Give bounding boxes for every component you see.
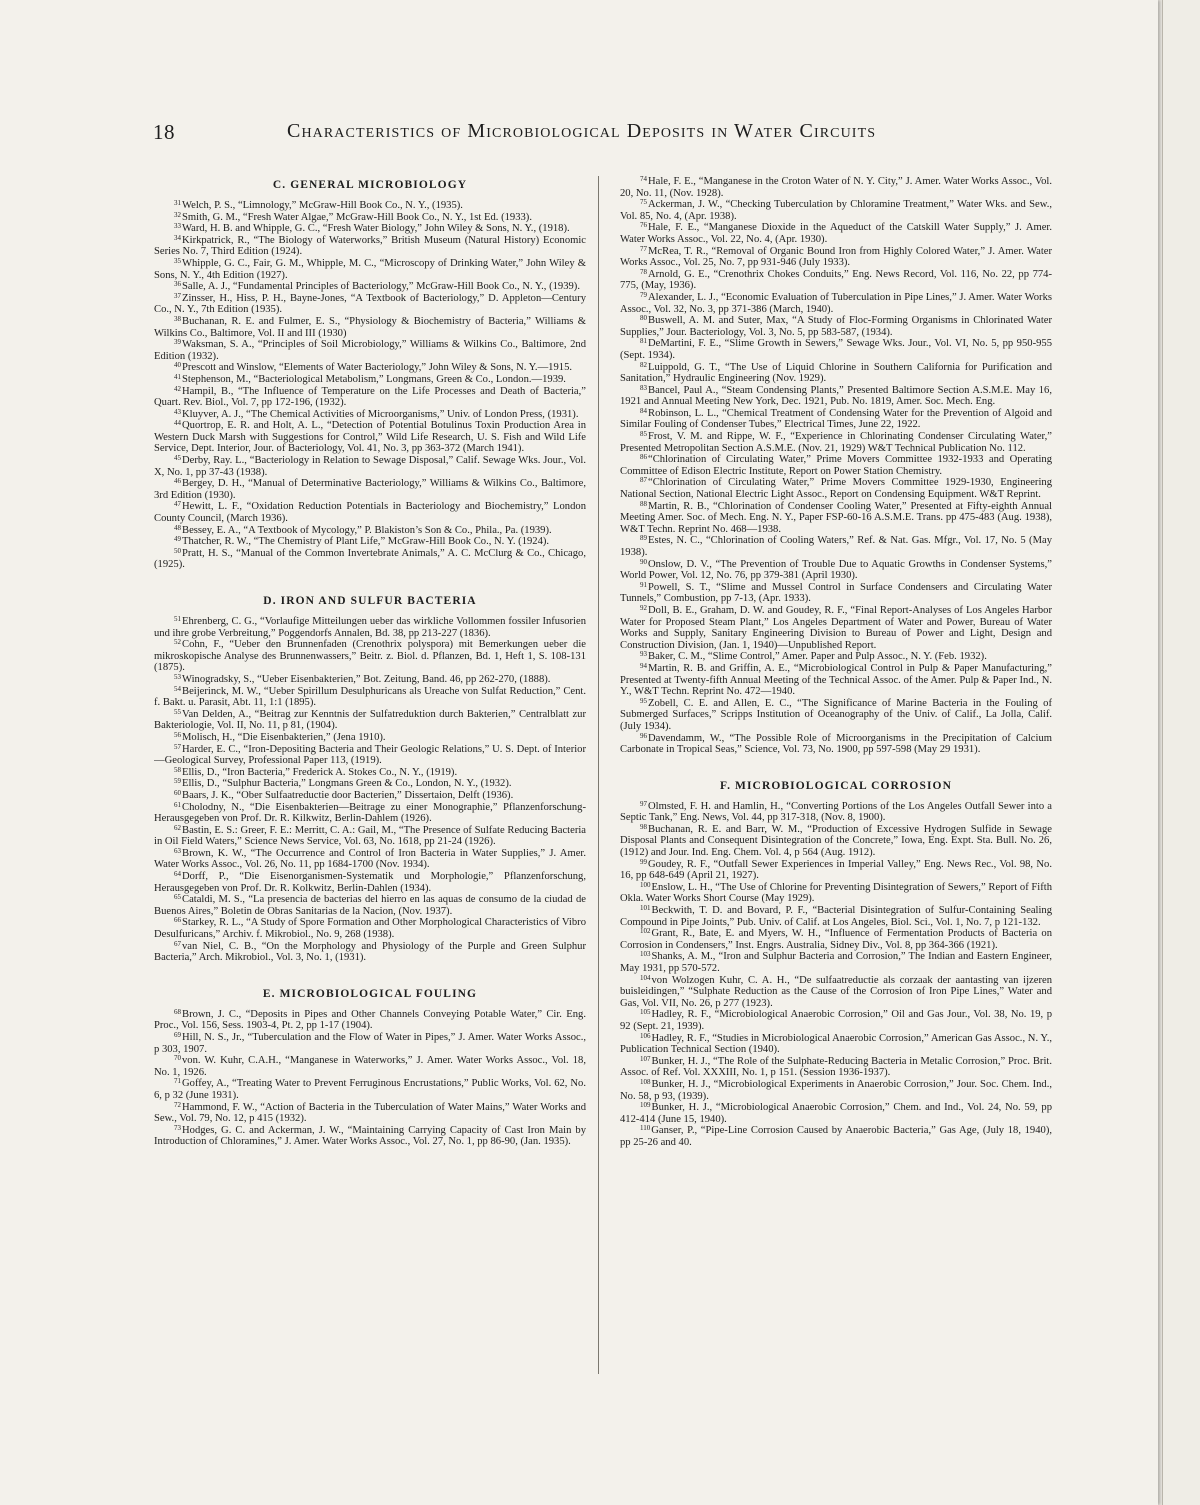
reference-number: 63 (174, 846, 181, 855)
reference-number: 94 (640, 661, 647, 670)
reference-text: Hadley, R. F., “Microbiological Anaerobic Corrosion,” Oil and Gas Jour., Vol. 38, No. 19, p 92 (Sept. 21, 1939). (620, 1009, 1052, 1032)
reference-number: 107 (640, 1054, 651, 1063)
reference-number: 91 (640, 580, 647, 589)
reference-text: Shanks, A. M., “Iron and Sulphur Bacteria and Corrosion,” The Indian and Eastern Engineer, May 1931, pp 570-572. (620, 951, 1052, 974)
reference-entry (154, 802, 586, 825)
reference-entry (620, 385, 1052, 408)
reference-entry (154, 212, 586, 224)
reference-text: Beckwith, T. D. and Bovard, P. F., “Bacterial Disintegration of Sulfur-Containing Sealing Compound in Pipe Joints,” Pub. Univ. of Calif. at Los Angeles, Biol. Sci., Vol. 1, No. 7, p 121-132. (620, 905, 1052, 928)
reference-text: Starkey, R. L., “A Study of Spore Formation and Other Morphological Characteristics of Vibro Desulfuricans,” Archiv. f. Mikrobiol., No. 9, 268 (1938). (154, 917, 586, 941)
reference-entry (620, 246, 1052, 269)
reference-number: 56 (174, 730, 181, 739)
reference-number: 81 (640, 337, 647, 346)
reference-text: Prescott and Winslow, “Elements of Water Bacteriology,” John Wiley & Sons, N. Y.—1915. (182, 362, 573, 374)
reference-text: Hodges, G. C. and Ackerman, J. W., “Maintaining Carrying Capacity of Cast Iron Main by Introduction of Chloramines,” J. Amer. Water Works Assoc., Vol. 27, No. 1, pp 86-90, (Jan. 1935). (154, 1124, 586, 1148)
reference-entry (154, 548, 586, 571)
reference-text: Ellis, D., “Sulphur Bacteria,” Longmans Green & Co., London, N. Y., (1932). (182, 778, 512, 790)
reference-entry (620, 975, 1052, 1010)
reference-text: Baker, C. M., “Slime Control,” Amer. Paper and Pulp Assoc., N. Y. (Feb. 1932). (648, 651, 987, 663)
reference-text: Hadley, R. F., “Studies in Microbiological Anaerobic Corrosion,” American Gas Assoc., N. Y., Publication Technical Section (1940). (620, 1032, 1052, 1056)
reference-text: Hampil, B., “The Influence of Temperature on the Life Processes and Death of Bacteria,” Quart. Rev. Biol., Vol. 7, pp 172-196, (1932). (154, 385, 586, 409)
reference-number: 31 (174, 199, 181, 207)
reference-number: 105 (640, 1008, 651, 1017)
reference-number: 69 (174, 1031, 181, 1039)
reference-number: 76 (640, 221, 647, 230)
reference-text: Quortrop, E. R. and Holt, A. L., “Detection of Potential Botulinus Toxin Production Area in Western Duck Marsh with Suggestions for Control,” Wild Life Research, U. S. Fish and Wild Life Service, Dept. Interior, Jour. of Bacteriology, Vol. 41, No. 3, pp 363-372 (March 1941). (154, 420, 586, 455)
reference-entry (154, 200, 586, 212)
reference-number: 46 (174, 477, 181, 486)
section-heading: D. IRON AND SULFUR BACTERIA (263, 595, 477, 607)
reference-entry (154, 825, 586, 848)
reference-text: “Chlorination of Circulating Water,” Prime Movers Committee 1932-1933 and Operating Committee of Edison Electric Institute, Report on Power Station Chemistry. (620, 454, 1052, 477)
reference-entry (154, 374, 586, 386)
reference-number: 98 (640, 822, 647, 831)
reference-number: 71 (174, 1077, 181, 1086)
reference-text: Bunker, H. J., “Microbiological Experiments in Anaerobic Corrosion,” Jour. Soc. Chem. Ind., No. 58, p 93, (1939). (620, 1078, 1052, 1102)
reference-entry (620, 1056, 1052, 1079)
reference-text: Ehrenberg, C. G., “Vorlaufige Mitteilungen ueber das wirkliche Vollommen fossiler Infusorien und ihre grobe Verbreitung,” Poggendorfs Annalen, Bd. 38, pp 213-227 (1836). (154, 616, 586, 639)
reference-number: 104 (640, 973, 651, 982)
reference-text: Hale, F. E., “Manganese Dioxide in the Aqueduct of the Catskill Water Supply,” J. Amer. Water Works Assoc., Vol. 22, No. 4, (Apr. 1930). (620, 222, 1052, 245)
reference-entry (154, 917, 586, 940)
reference-text: Waksman, S. A., “Principles of Soil Microbiology,” Williams & Wilkins Co., Baltimore, 2nd Edition (1932). (154, 339, 586, 362)
reference-number: 99 (640, 857, 647, 866)
reference-number: 90 (640, 557, 647, 566)
reference-number: 72 (174, 1100, 181, 1109)
reference-entry (154, 732, 586, 744)
reference-entry (620, 269, 1052, 292)
reference-number: 52 (174, 638, 181, 647)
reference-text: Stephenson, M., “Bacteriological Metabolism,” Longmans, Green & Co., London.—1939. (182, 373, 566, 385)
reference-text: Bessey, E. A., “A Textbook of Mycology,” P. Blakiston’s Son & Co., Phila., Pa. (1939). (182, 524, 552, 536)
reference-entry (620, 535, 1052, 558)
reference-entry (154, 339, 586, 362)
reference-text: van Niel, C. B., “On the Morphology and Physiology of the Purple and Green Sulphur Bacteria,” Arch. Mikrobiol., Vol. 3, No. 1, (1931). (154, 940, 586, 964)
reference-entry (154, 258, 586, 281)
reference-number: 44 (174, 419, 181, 428)
reference-number: 54 (174, 684, 181, 693)
reference-number: 65 (174, 893, 181, 902)
reference-number: 55 (174, 707, 181, 716)
reference-entry (620, 582, 1052, 605)
reference-number: 73 (174, 1123, 181, 1132)
reference-entry (154, 686, 586, 709)
reference-entry (154, 709, 586, 732)
reference-entry (154, 871, 586, 894)
reference-entry (154, 281, 586, 293)
reference-text: Davendamm, W., “The Possible Role of Microorganisms in the Precipitation of Calcium Carbonate in Tropical Seas,” Science, Vol. 73, No. 1900, pp 597-598 (May 29 1931). (620, 732, 1052, 756)
reference-number: 33 (174, 222, 181, 231)
reference-text: von Wolzogen Kuhr, C. A. H., “De sulfaatreductie als corzaak der aantasting van ijzeren buisleidingen,” “Sulphate Reduction as the Cause of the Corrosion of Iron Pipe Lines,” Water and Gas, Vol. VII, No. 26, p 277 (1923). (620, 974, 1052, 1009)
reference-text: Enslow, L. H., “The Use of Chlorine for Preventing Disintegration of Sewers,” Report of Fifth Okla. Water Works Short Course (May 1929). (620, 881, 1052, 905)
reference-number: 36 (174, 280, 181, 289)
reference-text: Harder, E. C., “Iron-Depositing Bacteria and Their Geologic Relations,” U. S. Dept. of Interior—Geological Survey, Professional Paper 113, (1919). (154, 743, 586, 767)
reference-entry (620, 362, 1052, 385)
reference-text: Molisch, H., “Die Eisenbakterien,” (Jena 1910). (182, 731, 386, 743)
reference-entry (154, 744, 586, 767)
reference-list (154, 1009, 586, 1148)
reference-number: 89 (640, 534, 647, 543)
section-heading: F. MICROBIOLOGICAL CORROSION (720, 779, 952, 792)
reference-entry (154, 894, 586, 917)
reference-text: McRea, T. R., “Removal of Organic Bound Iron from Highly Colored Water,” J. Amer. Water Works Assoc., Vol. 25, No. 7, pp 931-946 (July 1933). (620, 245, 1052, 269)
reference-number: 59 (174, 777, 181, 786)
reference-entry (620, 1125, 1052, 1148)
section-heading: E. MICROBIOLOGICAL FOULING (262, 987, 478, 1000)
reference-entry (154, 501, 586, 524)
reference-text: Luippold, G. T., “The Use of Liquid Chlorine in Southern California for Purification and Sanitation,” Hydraulic Engineering (Nov. 1929). (620, 361, 1052, 385)
reference-text: Bunker, H. J., “The Role of the Sulphate-Reducing Bacteria in Metalic Corrosion,” Proc. Brit. Assoc. of Ref. Vol. XXXIII, No. 1, p 151. (Session 1936-1937). (620, 1055, 1052, 1079)
reference-entry (154, 639, 586, 674)
reference-text: Olmsted, F. H. and Hamlin, H., “Converting Portions of the Los Angeles Outfall Sewer into a Septic Tank,” Eng. News, Vol. 44, pp 317-318, (Nov. 8, 1900). (620, 800, 1052, 824)
reference-entry (620, 1009, 1052, 1032)
reference-list (154, 616, 586, 964)
reference-entry (154, 536, 586, 548)
reference-entry (154, 1009, 586, 1032)
reference-number: 86 (640, 453, 647, 462)
reference-text: Pratt, H. S., “Manual of the Common Invertebrate Animals,” A. C. McClurg & Co., Chicago, (1925). (154, 547, 586, 571)
reference-text: Ward, H. B. and Whipple, G. C., “Fresh Water Biology,” John Wiley & Sons, N. Y., (1918). (182, 223, 570, 235)
reference-entry (620, 222, 1052, 245)
reference-text: Bancel, Paul A., “Steam Condensing Plants,” Presented Baltimore Section A.S.M.E. May 16, 1921 and Annual Meeting New York, Dec. 1921, Pub. No. 1819, Amer. Soc. Mech. Eng. (620, 384, 1052, 408)
reference-number: 84 (640, 406, 647, 415)
reference-number: 80 (640, 314, 647, 323)
reference-number: 109 (640, 1101, 651, 1110)
reference-entry (620, 1079, 1052, 1102)
reference-text: Zinsser, H., Hiss, P. H., Bayne-Jones, “A Textbook of Bacteriology,” D. Appleton—Century Co., N. Y., 7th Edition (1935). (154, 292, 586, 316)
reference-text: Van Delden, A., “Beitrag zur Kenntnis der Sulfatreduktion durch Bakterien,” Centralblatt zur Bakteriologie, Vol. II, No. 11, p 81, (1904). (154, 708, 586, 732)
reference-text: Ganser, P., “Pipe-Line Corrosion Caused by Anaerobic Bacteria,” Gas Age, (July 18, 1940), pp 25-26 and 40. (620, 1125, 1052, 1148)
reference-text: Winogradsky, S., “Ueber Eisenbakterien,” Bot. Zeitung, Band. 46, pp 262-270, (1888). (182, 673, 551, 685)
reference-entry (154, 790, 586, 802)
reference-entry (620, 431, 1052, 454)
reference-text: Powell, S. T., “Slime and Mussel Control in Surface Condensers and Circulating Water Tunnels,” Combustion, pp 7-13, (Apr. 1933). (620, 581, 1052, 605)
reference-text: Alexander, L. J., “Economic Evaluation of Tuberculation in Pipe Lines,” J. Amer. Water Works Assoc., Vol. 32, No. 3, pp 371-386 (March, 1940). (620, 291, 1052, 315)
reference-entry (620, 882, 1052, 905)
reference-text: Brown, K. W., “The Occurrence and Control of Iron Bacteria in Water Supplies,” J. Amer. Water Works Assoc., Vol. 26, No. 11, pp 1684-1700 (Nov. 1934). (154, 847, 586, 871)
reference-entry (154, 1125, 586, 1148)
reference-number: 110 (640, 1124, 651, 1133)
reference-text: Bastin, E. S.: Greer, F. E.: Merritt, C. A.: Gail, M., “The Presence of Sulfate Reducing Bacteria in Oil Field Waters,” Science News Service, Vol. 63, No. 1618, pp 21-24 (1926). (154, 824, 586, 848)
reference-entry (620, 928, 1052, 951)
reference-entry (620, 408, 1052, 431)
reference-entry (620, 905, 1052, 928)
reference-entry (620, 733, 1052, 756)
reference-number: 102 (640, 927, 651, 936)
reference-text: Cohn, F., “Ueber den Brunnenfaden (Crenothrix polyspora) mit Bemerkungen ueber die mikroskopische Analyse des Brunnenwassers,” Beitr. z. Biol. d. Pflanzen, Bd. 1, Heft 1, S. 108-131 (1875). (154, 639, 586, 674)
reference-entry (620, 605, 1052, 651)
reference-number: 88 (640, 499, 647, 508)
reference-text: Hewitt, L. F., “Oxidation Reduction Potentials in Bacteriology and Biochemistry,” London County Council, (March 1936). (154, 501, 586, 525)
reference-list (154, 200, 586, 571)
reference-entry (154, 478, 586, 501)
reference-number: 79 (640, 290, 647, 299)
left-column (154, 176, 586, 1376)
reference-text: Grant, R., Bate, E. and Myers, W. H., “Influence of Fermentation Products of Bacteria on Corrosion in Condensers,” Inst. Engrs. Australia, Sidney Div., Vol. 8, pp 364-366 (1921). (620, 928, 1052, 951)
reference-text: “Chlorination of Circulating Water,” Prime Movers Committee 1929-1930, Engineering National Section, National Electric Light Assoc., Report on Condensing Equipment. W&T Reprint. (620, 477, 1052, 501)
reference-entry (154, 616, 586, 639)
reference-text: Cholodny, N., “Die Eisenbakterien—Beitrage zu einer Monographie,” Pflanzenforschung-Herausgegeben von Prof. Dr. R. Kilkwitz, Berlin-Dahlem (1926). (154, 801, 586, 825)
reference-entry (154, 674, 586, 686)
reference-entry (154, 941, 586, 964)
reference-number: 48 (174, 523, 181, 532)
reference-number: 37 (174, 291, 181, 300)
reference-text: Doll, B. E., Graham, D. W. and Goudey, R. F., “Final Report-Analyses of Los Angeles Harbor Water for Proposed Steam Plant,” Los Angeles Department of Water and Power, Bureau of Water Works and Supply, Sanitary Engineering Division to Bureau of Power and Light, Design and Construction Division, (Jan. 1, 1940)—Unpublished Report. (620, 604, 1052, 651)
reference-entry (154, 420, 586, 455)
reference-entry (154, 1102, 586, 1125)
reference-number: 96 (640, 731, 647, 740)
reference-text: Ellis, D., “Iron Bacteria,” Frederick A. Stokes Co., N. Y., (1919). (182, 766, 458, 778)
reference-entry (154, 235, 586, 258)
reference-list (620, 176, 1052, 756)
reference-text: Hale, F. E., “Manganese in the Croton Water of N. Y. City,” J. Amer. Water Works Assoc., Vol. 20, No. 11, (Nov. 1928). (620, 176, 1052, 199)
reference-text: Estes, N. C., “Chlorination of Cooling Waters,” Ref. & Nat. Gas. Mfgr., Vol. 17, No. 5 (May 1938). (620, 535, 1052, 558)
reference-text: Frost, V. M. and Rippe, W. F., “Experience in Chlorinating Condenser Circulating Water,” Presented Metropolitan Section A.S.M.E. (Nov. 21, 1929) W&T Technical Publication No. 112. (620, 431, 1052, 454)
reference-entry (154, 1078, 586, 1101)
reference-text: Martin, R. B. and Griffin, A. E., “Microbiological Control in Pulp & Paper Manufacturing,” Presented at Twenty-fifth Annual Meeting of the Technical Assoc. of the Amer. Pulp & Paper Ind., N. Y., W&T Techn. Reprint No. 472—1940. (620, 662, 1052, 698)
reference-entry (620, 951, 1052, 974)
reference-number: 57 (174, 742, 181, 751)
reference-text: Arnold, G. E., “Crenothrix Chokes Conduits,” Eng. News Record, Vol. 116, No. 22, pp 774-775, (May, 1936). (620, 268, 1052, 292)
reference-entry (620, 292, 1052, 315)
reference-entry (620, 801, 1052, 824)
reference-number: 106 (640, 1031, 651, 1040)
reference-number: 75 (640, 198, 647, 207)
reference-number: 100 (640, 880, 651, 889)
reference-entry (620, 1102, 1052, 1125)
reference-entry (620, 199, 1052, 222)
reference-number: 53 (174, 672, 181, 681)
reference-number: 41 (174, 372, 181, 381)
reference-entry (620, 1033, 1052, 1056)
reference-entry (154, 362, 586, 374)
section-microbiological-fouling-continued (620, 176, 1052, 756)
right-column (620, 176, 1052, 1376)
reference-entry (154, 525, 586, 537)
reference-number: 93 (640, 650, 647, 659)
reference-number: 45 (174, 454, 181, 463)
reference-text: Hill, N. S., Jr., “Tuberculation and the Flow of Water in Pipes,” J. Amer. Water Works Assoc., p 303, 1907. (154, 1032, 586, 1055)
reference-number: 97 (640, 799, 647, 808)
reference-text: Onslow, D. V., “The Prevention of Trouble Due to Aquatic Growths in Condenser Systems,” World Power, Vol. 12, No. 76, pp 379-381 (April 1930). (620, 558, 1052, 582)
reference-text: Smith, G. M., “Fresh Water Algae,” McGraw-Hill Book Co., N. Y., 1st Ed. (1933). (182, 211, 532, 223)
reference-entry (620, 698, 1052, 733)
reference-entry (154, 386, 586, 409)
section-heading: C. GENERAL MICROBIOLOGY (272, 179, 468, 191)
reference-entry (620, 315, 1052, 338)
reference-text: Buswell, A. M. and Suter, Max, “A Study of Floc-Forming Organisms in Chlorinated Water Supplies,” Jour. Bacteriology, Vol. 3, No. 5, pp 583-587, (1934). (620, 315, 1052, 338)
reference-entry (154, 409, 586, 421)
reference-entry (620, 859, 1052, 882)
adjacent-page-edge (1162, 0, 1200, 1505)
reference-number: 40 (174, 361, 181, 370)
reference-entry (154, 1055, 586, 1078)
reference-text: Kluyver, A. J., “The Chemical Activities of Microorganisms,” Univ. of London Press, (1931). (182, 408, 579, 420)
reference-number: 34 (174, 233, 181, 242)
reference-number: 39 (174, 338, 181, 347)
reference-number: 82 (640, 360, 647, 369)
reference-number: 83 (640, 383, 647, 392)
reference-text: Hammond, F. W., “Action of Bacteria in the Tuberculation of Water Mains,” Water Works and Sew., Vol. 79, No. 12, p 415 (1932). (154, 1101, 586, 1125)
reference-number: 35 (174, 256, 181, 265)
reference-entry (154, 316, 586, 339)
reference-number: 64 (174, 870, 181, 879)
reference-entry (154, 1032, 586, 1055)
reference-number: 101 (640, 904, 651, 913)
reference-number: 70 (174, 1054, 181, 1063)
reference-text: Derby, Ray. L., “Bacteriology in Relation to Sewage Disposal,” Calif. Sewage Wks. Jour., Vol. X, No. 1, pp 37-43 (1938). (154, 455, 586, 478)
reference-entry (154, 848, 586, 871)
reference-entry (154, 778, 586, 790)
reference-text: Zobell, C. E. and Allen, E. C., “The Significance of Marine Bacteria in the Fouling of Submerged Surfaces,” Scripps Institution of Oceanography of the Univ. of Calif., La Jolla, Calif. (July 1934). (620, 697, 1052, 732)
reference-text: Kirkpatrick, R., “The Biology of Waterworks,” British Museum (Natural History) Economic Series No. 7, Third Edition (1924). (154, 234, 586, 258)
reference-number: 78 (640, 267, 647, 276)
reference-text: Beijerinck, M. W., “Ueber Spirillum Desulphuricans als Ureache von Sulfat Reduction,” Cent. f. Bakt. u. Parasit, Abt. 11, 1:1 (1895). (154, 685, 586, 709)
reference-number: 38 (174, 314, 181, 323)
reference-number: 62 (174, 823, 181, 832)
reference-text: Goffey, A., “Treating Water to Prevent Ferruginous Encrustations,” Public Works, Vol. 62, No. 6, p 32 (June 1931). (154, 1078, 586, 1101)
reference-number: 43 (174, 407, 181, 416)
reference-number: 67 (174, 939, 181, 948)
reference-text: Buchanan, R. E. and Fulmer, E. S., “Physiology & Biochemistry of Bacteria,” Williams & Wilkins Co., Baltimore, Vol. II and III (1930) (154, 315, 586, 339)
section-microbiological-corrosion (620, 780, 1052, 1149)
reference-list (620, 801, 1052, 1149)
reference-text: Martin, R. B., “Chlorination of Condenser Cooling Water,” Presented at Fifty-eighth Annual Meeting Amer. Soc. of Mech. Eng. N. Y., Paper FSP-60-16 A.S.M.E. Trans. pp 475-483 (Aug. 1938), W&T Techn. Reprint No. 468—1938. (620, 500, 1052, 535)
reference-text: Cataldi, M. S., “La presencia de bacterias del hierro en las aquas de consumo de la ciudad de Buenos Aires,” Boletin de Obras Sanitarias de la Nacion, (Nov. 1937). (154, 894, 586, 917)
reference-text: Baars, J. K., “Ober Sulfaatreductie door Bacterien,” Dissertaion, Delft (1936). (182, 789, 514, 801)
reference-text: Goudey, R. F., “Outfall Sewer Experiences in Imperial Valley,” Eng. News Rec., Vol. 98, No. 16, pp 648-649 (April 21, 1927). (620, 858, 1052, 882)
reference-number: 60 (174, 788, 181, 797)
reference-text: Robinson, L. L., “Chemical Treatment of Condensing Water for the Prevention of Algoid and Similar Fouling of Condenser Tubes,” Electrical Times, June 22, 1922. (620, 407, 1052, 431)
column-divider (598, 176, 599, 1374)
reference-text: Salle, A. J., “Fundamental Principles of Bacteriology,” McGraw-Hill Book Co., N. Y., (1939). (182, 281, 580, 293)
reference-number: 61 (174, 800, 181, 809)
reference-entry (154, 767, 586, 779)
reference-text: Whipple, G. C., Fair, G. M., Whipple, M. C., “Microscopy of Drinking Water,” John Wiley & Sons, N. Y., 4th Edition (1927). (154, 257, 586, 281)
reference-entry (620, 338, 1052, 361)
section-microbiological-fouling (154, 988, 586, 1148)
reference-text: Thatcher, R. W., “The Chemistry of Plant Life,” McGraw-Hill Book Co., N. Y. (1924). (182, 536, 550, 548)
reference-number: 85 (640, 430, 647, 439)
reference-entry (620, 501, 1052, 536)
reference-number: 103 (640, 950, 651, 959)
reference-number: 95 (640, 696, 647, 705)
reference-text: Bergey, D. H., “Manual of Determinative Bacteriology,” Williams & Wilkins Co., Baltimore, 3rd Edition (1930). (154, 478, 586, 501)
reference-number: 92 (640, 603, 647, 612)
reference-text: von. W. Kuhr, C.A.H., “Manganese in Waterworks,” J. Amer. Water Works Assoc., Vol. 18, No. 1, 1926. (154, 1055, 586, 1078)
reference-number: 49 (174, 535, 181, 544)
reference-number: 108 (640, 1077, 651, 1086)
reference-text: Brown, J. C., “Deposits in Pipes and Other Channels Conveying Potable Water,” Cir. Eng. Proc., Vol. 156, Sess. 1903-4, Pt. 2, pp 1-17 (1904). (154, 1008, 586, 1032)
reference-entry (620, 663, 1052, 698)
reference-number: 68 (174, 1007, 181, 1016)
reference-entry (154, 293, 586, 316)
page-number: 18 (153, 120, 175, 144)
reference-number: 58 (174, 765, 181, 774)
reference-entry (154, 223, 586, 235)
section-iron-and-sulfur-bacteria (154, 595, 586, 964)
reference-number: 66 (174, 916, 181, 925)
reference-entry (620, 454, 1052, 477)
running-title: Characteristics of Microbiological Deposits in Water Circuits (287, 120, 877, 142)
reference-entry (620, 651, 1052, 663)
reference-text: DeMartini, F. E., “Slime Growth in Sewers,” Sewage Wks. Jour., Vol. VI, No. 5, pp 950-955 (Sept. 1934). (620, 338, 1052, 361)
reference-number: 74 (640, 176, 647, 183)
reference-number: 87 (640, 476, 647, 485)
reference-number: 47 (174, 500, 181, 509)
reference-text: Bunker, H. J., “Microbiological Anaerobic Corrosion,” Chem. and Ind., Vol. 24, No. 59, pp 412-414 (June 15, 1940). (620, 1102, 1052, 1125)
reference-entry (620, 559, 1052, 582)
reference-entry (620, 477, 1052, 500)
reference-text: Welch, P. S., “Limnology,” McGraw-Hill Book Co., N. Y., (1935). (182, 200, 463, 211)
section-general-microbiology (154, 179, 586, 571)
reference-number: 32 (174, 210, 181, 219)
reference-number: 42 (174, 384, 181, 393)
reference-entry (620, 176, 1052, 199)
reference-entry (620, 824, 1052, 859)
reference-number: 50 (174, 546, 181, 555)
reference-number: 77 (640, 244, 647, 253)
reference-text: Ackerman, J. W., “Checking Tuberculation by Chloramine Treatment,” Water Wks. and Sew., Vol. 85, No. 4, (Apr. 1938). (620, 199, 1052, 222)
reference-text: Dorff, P., “Die Eisenorganismen-Systematik und Morphologie,” Pflanzenforschung, Herausgegeben von Prof. Dr. R. Kolkwitz, Berlin-Dahlen (1934). (154, 871, 586, 894)
reference-text: Buchanan, R. E. and Barr, W. M., “Production of Excessive Hydrogen Sulfide in Sewage Disposal Plants and Consequent Disintegration of the Concrete,” Iowa, Eng. Expt. Sta. Bull. No. 26, (1912) and Jour. Ind. Eng. Chem. Vol. 4, p 564 (Aug. 1912). (620, 823, 1052, 859)
reference-entry (154, 455, 586, 478)
reference-number: 51 (174, 615, 181, 623)
